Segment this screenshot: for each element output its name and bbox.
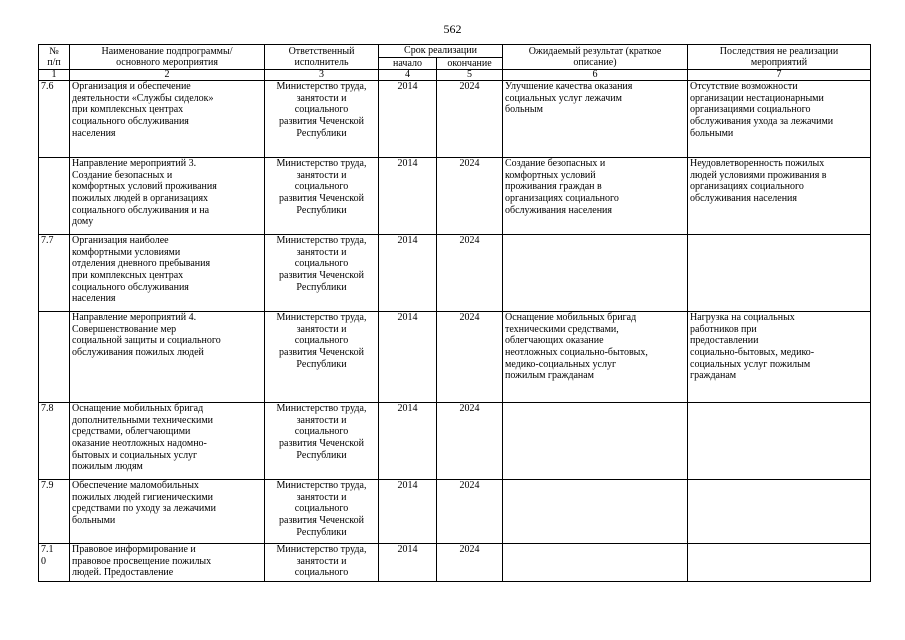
- row-num: 7.7: [39, 235, 70, 312]
- row-executor: Министерство труда, занятости и социального развития Чеченской Республики: [265, 235, 379, 312]
- row-result: Оснащение мобильных бригад техническими средствами, облегчающих оказание неотложных социально-бытовых, медико-социальных услуг пожилым гражданам: [503, 312, 688, 403]
- program-table: [38, 44, 871, 582]
- row-start: 2014: [379, 480, 437, 544]
- row-executor: Министерство труда, занятости и социального развития Чеченской Республики: [265, 403, 379, 480]
- row-consequences: [688, 403, 871, 480]
- row-name: Организация наиболее комфортными условиями отделения дневного пребывания при комплексных центрах социального обслуживания населения: [70, 235, 265, 312]
- row-num: [39, 312, 70, 403]
- row-name: Направление мероприятий 3. Создание безопасных и комфортных условий проживания пожилых людей в организациях социального обслуживания и на дому: [70, 158, 265, 235]
- row-consequences: [688, 235, 871, 312]
- header-executor: Ответственный исполнитель: [265, 45, 379, 70]
- header-start: начало: [379, 57, 437, 70]
- column-number: 6: [503, 70, 688, 81]
- row-start: 2014: [379, 312, 437, 403]
- row-end: 2024: [437, 480, 503, 544]
- column-number: 2: [70, 70, 265, 81]
- row-start: 2014: [379, 158, 437, 235]
- row-start: 2014: [379, 235, 437, 312]
- row-consequences: Неудовлетворенность пожилых людей условиями проживания в организациях социального обслуживания населения: [688, 158, 871, 235]
- row-result: Улучшение качества оказания социальных услуг лежачим больным: [503, 81, 688, 158]
- row-num: 7.6: [39, 81, 70, 158]
- row-consequences: [688, 480, 871, 544]
- row-executor: Министерство труда, занятости и социального развития Чеченской Республики: [265, 312, 379, 403]
- table-row: [39, 235, 871, 312]
- row-executor: Министерство труда, занятости и социального развития Чеченской Республики: [265, 81, 379, 158]
- row-start: 2014: [379, 403, 437, 480]
- row-end: 2024: [437, 235, 503, 312]
- row-name: Направление мероприятий 4. Совершенствование мер социальной защиты и социального обслуживания пожилых людей: [70, 312, 265, 403]
- row-consequences: [688, 544, 871, 582]
- row-result: Создание безопасных и комфортных условий проживания граждан в организациях социального обслуживания населения: [503, 158, 688, 235]
- column-number: 7: [688, 70, 871, 81]
- row-end: 2024: [437, 312, 503, 403]
- row-name: Оснащение мобильных бригад дополнительными техническими средствами, облегчающими оказание неотложных надомно- бытовых и социальных услуг пожилым людям: [70, 403, 265, 480]
- column-number: 5: [437, 70, 503, 81]
- header-period: Срок реализации: [379, 45, 503, 58]
- row-start: 2014: [379, 81, 437, 158]
- table-row: [39, 312, 871, 403]
- row-result: [503, 403, 688, 480]
- row-start: 2014: [379, 544, 437, 582]
- table-row: [39, 480, 871, 544]
- row-executor: Министерство труда, занятости и социального развития Чеченской Республики: [265, 158, 379, 235]
- row-consequences: Нагрузка на социальных работников при предоставлении социально-бытовых, медико- социальных услуг пожилым гражданам: [688, 312, 871, 403]
- table-row: [39, 403, 871, 480]
- row-num: [39, 158, 70, 235]
- header-name: Наименование подпрограммы/ основного мероприятия: [70, 45, 265, 70]
- row-num: 7.9: [39, 480, 70, 544]
- row-consequences: Отсутствие возможности организации нестационарными организациями социального обслуживания ухода за лежачими больными: [688, 81, 871, 158]
- header-end: окончание: [437, 57, 503, 70]
- row-end: 2024: [437, 544, 503, 582]
- row-num: 7.1 0: [39, 544, 70, 582]
- header-num: № п/п: [39, 45, 70, 70]
- row-name: Организация и обеспечение деятельности «Службы сиделок» при комплексных центрах социального обслуживания населения: [70, 81, 265, 158]
- table-row: [39, 544, 871, 582]
- header-consequences: Последствия не реализации мероприятий: [688, 45, 871, 70]
- table-row: [39, 81, 871, 158]
- row-result: [503, 235, 688, 312]
- row-end: 2024: [437, 158, 503, 235]
- row-end: 2024: [437, 81, 503, 158]
- row-name: Правовое информирование и правовое просвещение пожилых людей. Предоставление: [70, 544, 265, 582]
- column-number: 4: [379, 70, 437, 81]
- header-result: Ожидаемый результат (краткое описание): [503, 45, 688, 70]
- column-number: 3: [265, 70, 379, 81]
- row-executor: Министерство труда, занятости и социального развития Чеченской Республики: [265, 480, 379, 544]
- row-executor: Министерство труда, занятости и социального: [265, 544, 379, 582]
- row-name: Обеспечение маломобильных пожилых людей гигиеническими средствами по уходу за лежачими больными: [70, 480, 265, 544]
- row-result: [503, 544, 688, 582]
- row-end: 2024: [437, 403, 503, 480]
- page-number: 562: [443, 22, 462, 36]
- row-num: 7.8: [39, 403, 70, 480]
- table-row: [39, 158, 871, 235]
- column-number: 1: [39, 70, 70, 81]
- row-result: [503, 480, 688, 544]
